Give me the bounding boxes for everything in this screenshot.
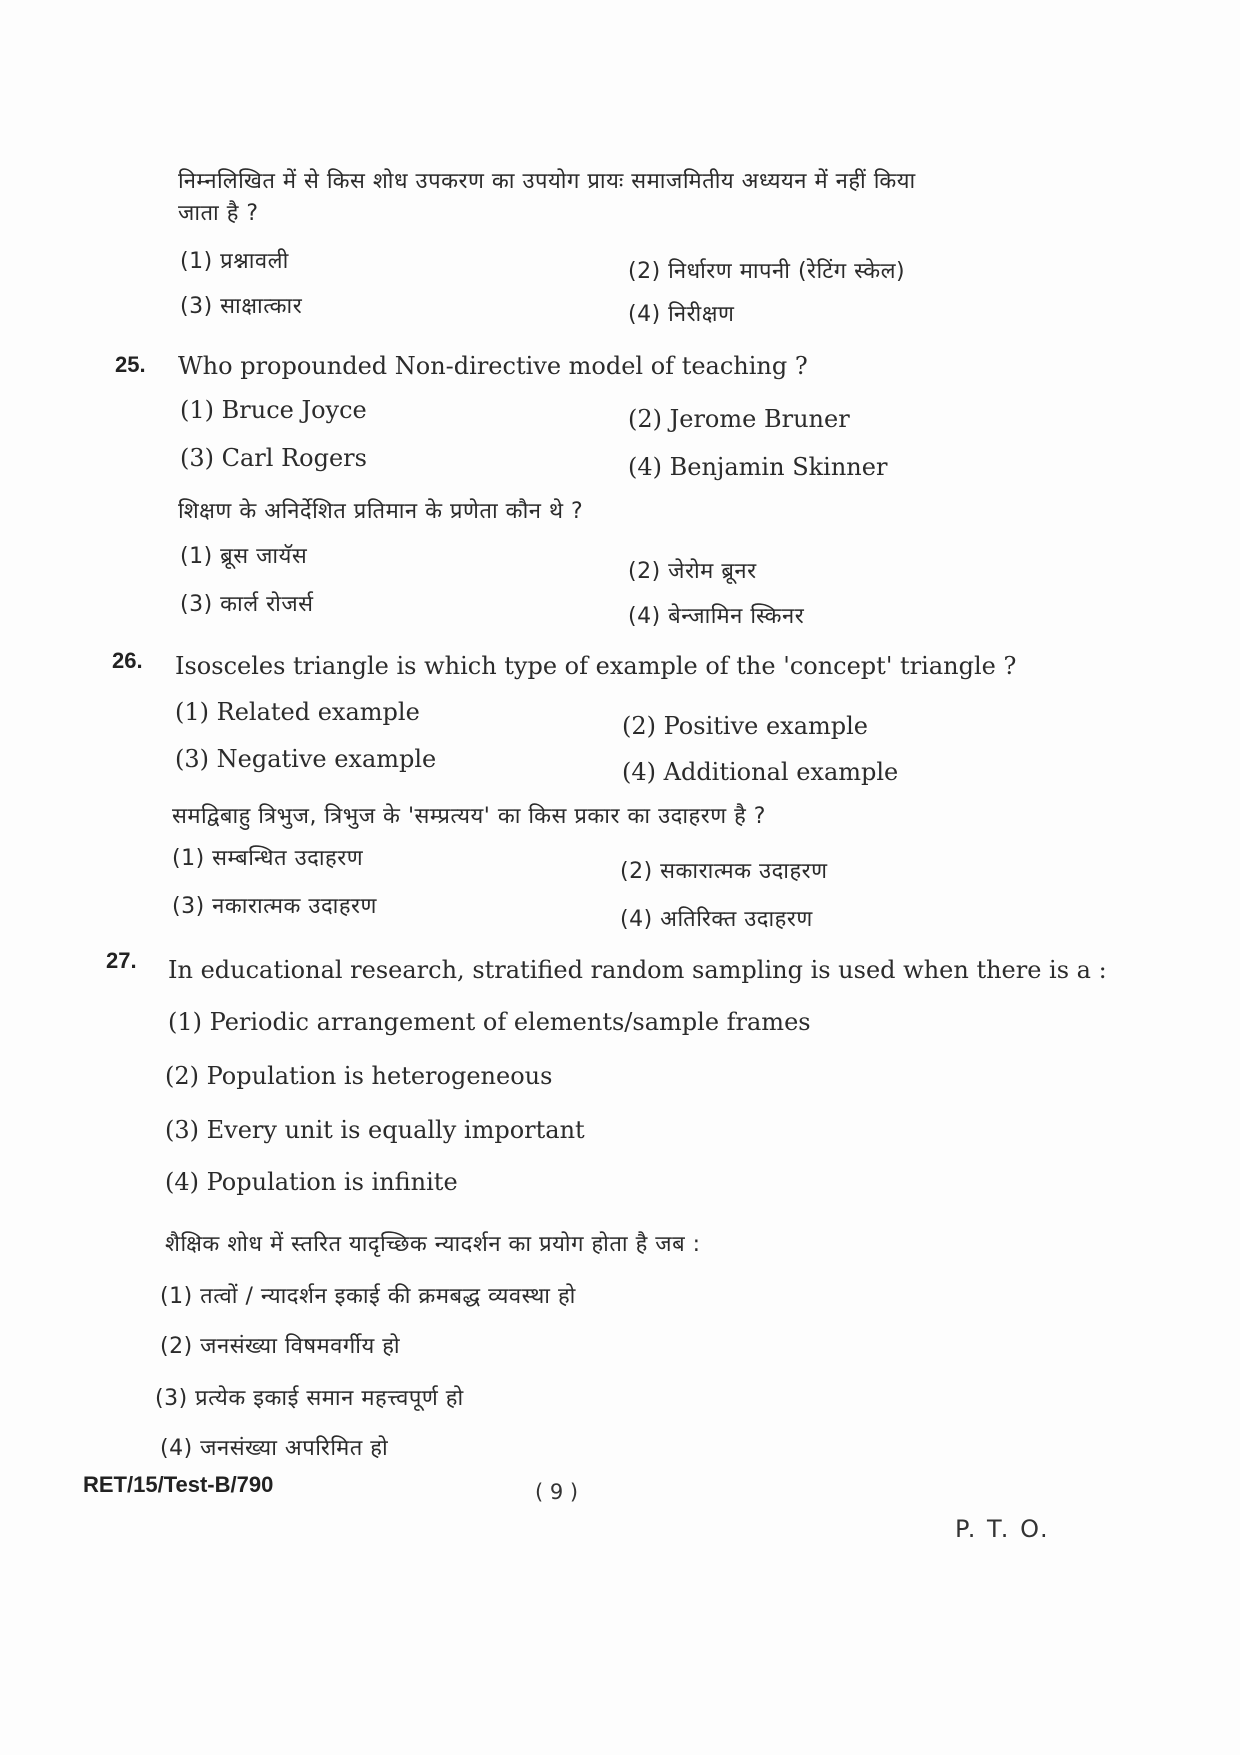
q27-option-1-hi: (1) तत्वों / न्यादर्शन इकाई की क्रमबद्ध व्यवस्था हो bbox=[160, 1284, 576, 1309]
q26-question-hi: समद्विबाहु त्रिभुज, त्रिभुज के 'सम्प्रत्यय' का किस प्रकार का उदाहरण है ? bbox=[172, 804, 766, 829]
q26-option-3-hi: (3) नकारात्मक उदाहरण bbox=[172, 894, 377, 919]
q24-option-4-hi: (4) निरीक्षण bbox=[628, 302, 735, 327]
q24-question-hi-line1: निम्नलिखित में से किस शोध उपकरण का उपयोग प्रायः समाजमितीय अध्ययन में नहीं किया bbox=[178, 169, 916, 194]
q27-option-4-hi: (4) जनसंख्या अपरिमित हो bbox=[160, 1436, 389, 1461]
page-number: ( 9 ) bbox=[535, 1480, 579, 1504]
q25-option-1-en: (1) Bruce Joyce bbox=[180, 396, 367, 424]
q26-option-2-en: (2) Positive example bbox=[622, 712, 868, 740]
q25-option-4-hi: (4) बेन्जामिन स्किनर bbox=[628, 604, 805, 629]
q27-question-en: In educational research, stratified random sampling is used when there is a : bbox=[168, 956, 1107, 984]
q26-option-3-en: (3) Negative example bbox=[175, 745, 437, 773]
q27-option-1-en: (1) Periodic arrangement of elements/sample frames bbox=[168, 1008, 811, 1036]
q26-option-4-en: (4) Additional example bbox=[622, 758, 899, 786]
q24-question-hi-line2: जाता है ? bbox=[178, 201, 259, 226]
q25-option-3-hi: (3) कार्ल रोजर्स bbox=[180, 592, 314, 617]
q27-option-3-en: (3) Every unit is equally important bbox=[165, 1116, 585, 1144]
q26-question-en: Isosceles triangle is which type of example of the 'concept' triangle ? bbox=[175, 652, 1017, 680]
q24-option-3-hi: (3) साक्षात्कार bbox=[180, 294, 303, 319]
q27-option-3-hi: (3) प्रत्येक इकाई समान महत्त्वपूर्ण हो bbox=[155, 1386, 464, 1411]
q24-option-1-hi: (1) प्रश्नावली bbox=[180, 249, 289, 274]
q25-question-hi: शिक्षण के अनिर्देशित प्रतिमान के प्रणेता कौन थे ? bbox=[178, 499, 584, 524]
q27-option-2-hi: (2) जनसंख्या विषमवर्गीय हो bbox=[160, 1334, 401, 1359]
q27-option-2-en: (2) Population is heterogeneous bbox=[165, 1062, 553, 1090]
q26-option-4-hi: (4) अतिरिक्त उदाहरण bbox=[620, 907, 813, 932]
q24-option-2-hi: (2) निर्धारण मापनी (रेटिंग स्केल) bbox=[628, 259, 906, 284]
q25-number: 25. bbox=[115, 352, 146, 377]
q26-option-1-en: (1) Related example bbox=[175, 698, 420, 726]
q25-question-en: Who propounded Non-directive model of teaching ? bbox=[178, 352, 808, 380]
test-code: RET/15/Test-B/790 bbox=[83, 1472, 274, 1497]
q26-option-2-hi: (2) सकारात्मक उदाहरण bbox=[620, 859, 828, 884]
q27-option-4-en: (4) Population is infinite bbox=[165, 1168, 458, 1196]
q27-question-hi: शैक्षिक शोध में स्तरित यादृच्छिक न्यादर्शन का प्रयोग होता है जब : bbox=[165, 1232, 701, 1257]
q25-option-3-en: (3) Carl Rogers bbox=[180, 444, 367, 472]
q26-number: 26. bbox=[112, 648, 143, 673]
pto-note: P. T. O. bbox=[955, 1515, 1050, 1543]
q25-option-1-hi: (1) ब्रूस जायॅस bbox=[180, 544, 308, 569]
q25-option-2-en: (2) Jerome Bruner bbox=[628, 405, 850, 433]
q25-option-4-en: (4) Benjamin Skinner bbox=[628, 453, 888, 481]
q26-option-1-hi: (1) सम्बन्धित उदाहरण bbox=[172, 846, 364, 871]
q27-number: 27. bbox=[106, 948, 137, 973]
q25-option-2-hi: (2) जेरोम ब्रूनर bbox=[628, 559, 757, 584]
